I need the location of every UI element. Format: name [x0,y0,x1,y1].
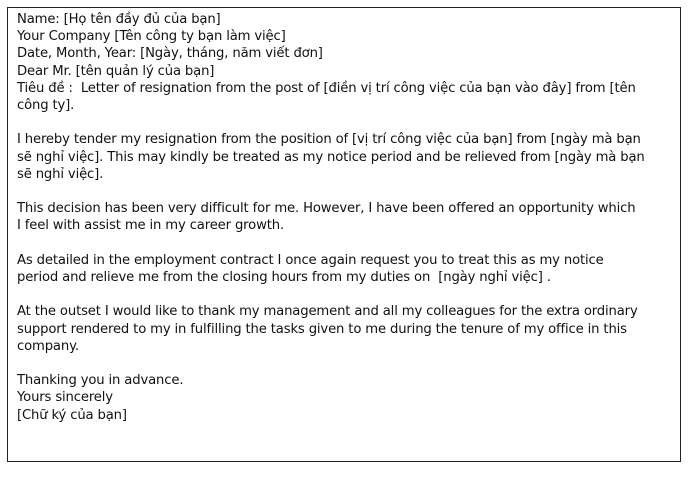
paragraph-resignation [17,131,670,183]
paragraph-thanks [17,303,670,355]
paragraph-line: As detailed in the employment contract I once again request you to treat this as my notice [17,252,604,268]
resignation-letter [17,11,670,424]
sign-off-line: Yours sincerely [17,390,113,406]
signature-line: [Chữ ký của bạn] [17,407,127,423]
date-line: Date, Month, Year: [Ngày, tháng, năm viết đơn] [17,46,323,62]
paragraph-line: I hereby tender my resignation from the position of [vị trí công việc của bạn] from [ngày mà bạn [17,132,641,148]
paragraph-line: This decision has been very difficult for me. However, I have been offered an opportunity which [17,201,636,217]
paragraph-notice [17,252,670,286]
paragraph-line: support rendered to my in fulfilling the tasks given to me during the tenure of my office in this [17,321,627,337]
paragraph-line: period and relieve me from the closing hours from my duties on [ngày nghỉ việc] . [17,270,551,285]
paragraph-line: company. [17,338,79,354]
subject-line-continued: công ty]. [17,98,75,114]
subject-line: Tiêu đề : Letter of resignation from the post of [điền vị trí công việc của bạn vào đây] from [tên [17,80,636,96]
closing-block [17,372,670,424]
paragraph-line: sẽ nghỉ việc]. This may kindly be treated as my notice period and be relieved from [ngày mà bạn [17,149,645,165]
name-line: Name: [Họ tên đầy đủ của bạn] [17,12,221,27]
company-line: Your Company [Tên công ty bạn làm việc] [17,29,286,45]
paragraph-decision [17,200,670,234]
paragraph-line: I feel with assist me in my career growth. [17,218,284,234]
salutation-line: Dear Mr. [tên quản lý của bạn] [17,63,215,79]
letter-frame [7,7,681,462]
paragraph-line: sẽ nghỉ việc]. [17,166,104,182]
thanks-line: Thanking you in advance. [17,373,184,389]
paragraph-line: At the outset I would like to thank my management and all my colleagues for the extra ordinary [17,304,638,320]
